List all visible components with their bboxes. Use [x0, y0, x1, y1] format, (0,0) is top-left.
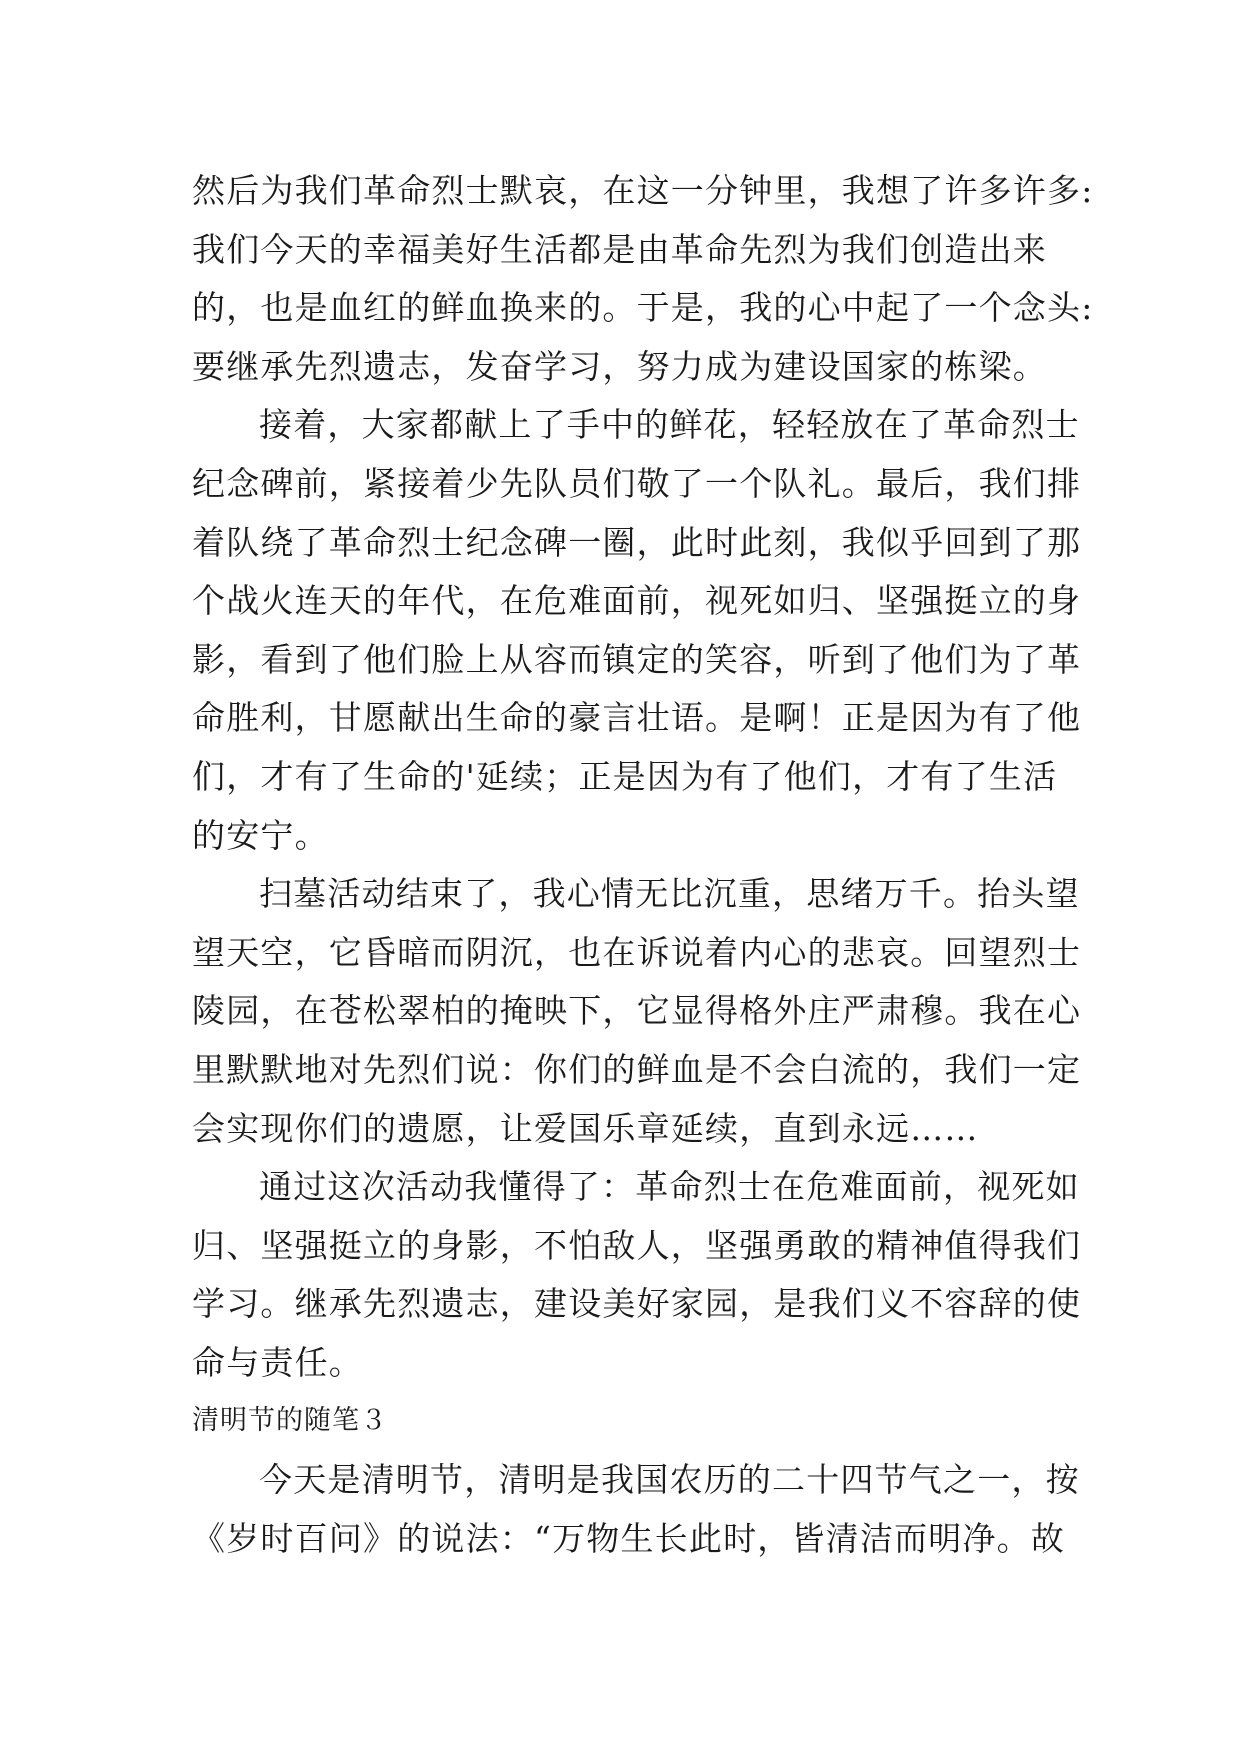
text-line: 们，才有了生命的'延续；正是因为有了他们，才有了生活: [192, 756, 1058, 796]
paragraph-first-line: 通过这次活动我懂得了：革命烈士在危难面前，视死如: [259, 1167, 1080, 1207]
text-line: 纪念碑前，紧接着少先队员们敬了一个队礼。最后，我们排: [192, 463, 1082, 503]
text-line: 然后为我们革命烈士默哀，在这一分钟里，我想了许多许多:: [192, 171, 1094, 210]
paragraph-first-line: 扫墓活动结束了，我心情无比沉重，思绪万千。抬头望: [259, 874, 1080, 914]
paragraph-first-line: 接着，大家都献上了手中的鲜花，轻轻放在了革命烈士: [259, 405, 1080, 445]
text-line: 会实现你们的遗愿，让爱国乐章延续，直到永远……: [192, 1108, 979, 1148]
text-line: 《岁时百问》的说法：“万物生长此时，皆清洁而明净。故: [192, 1518, 1066, 1558]
text-line: 我们今天的幸福美好生活都是由革命先烈为我们创造出来: [192, 229, 1047, 269]
paragraph-first-line: 今天是清明节，清明是我国农历的二十四节气之一，按: [259, 1460, 1080, 1500]
text-line: 归、坚强挺立的身影，不怕敌人，坚强勇敢的精神值得我们: [192, 1225, 1082, 1265]
text-line: 的，也是血红的鲜血换来的。于是，我的心中起了一个念头:: [192, 288, 1094, 328]
text-line: 陵园，在苍松翠柏的掩映下，它显得格外庄严肃穆。我在心: [192, 991, 1082, 1031]
text-line: 望天空，它昏暗而阴沉，也在诉说着内心的悲哀。回望烈士: [192, 932, 1082, 972]
document-body: [192, 162, 1094, 1568]
text-line: 个战火连天的年代，在危难面前，视死如归、坚强挺立的身: [192, 581, 1082, 621]
section-heading: 清明节的随笔３: [192, 1405, 388, 1437]
text-line: 命与责任。: [192, 1342, 363, 1382]
text-line: 影，看到了他们脸上从容而镇定的笑容，听到了他们为了革: [192, 639, 1082, 679]
text-line: 学习。继承先烈遗志，建设美好家园，是我们义不容辞的使: [192, 1284, 1082, 1324]
text-line: 的安宁。: [192, 815, 329, 855]
text-line: 里默默地对先烈们说：你们的鲜血是不会白流的，我们一定: [192, 1049, 1082, 1089]
text-line: 要继承先烈遗志，发奋学习，努力成为建设国家的栋梁。: [192, 346, 1047, 386]
text-line: 着队绕了革命烈士纪念碑一圈，此时此刻，我似乎回到了那: [192, 522, 1082, 562]
text-line: 命胜利，甘愿献出生命的豪言壮语。是啊！正是因为有了他: [192, 698, 1082, 738]
